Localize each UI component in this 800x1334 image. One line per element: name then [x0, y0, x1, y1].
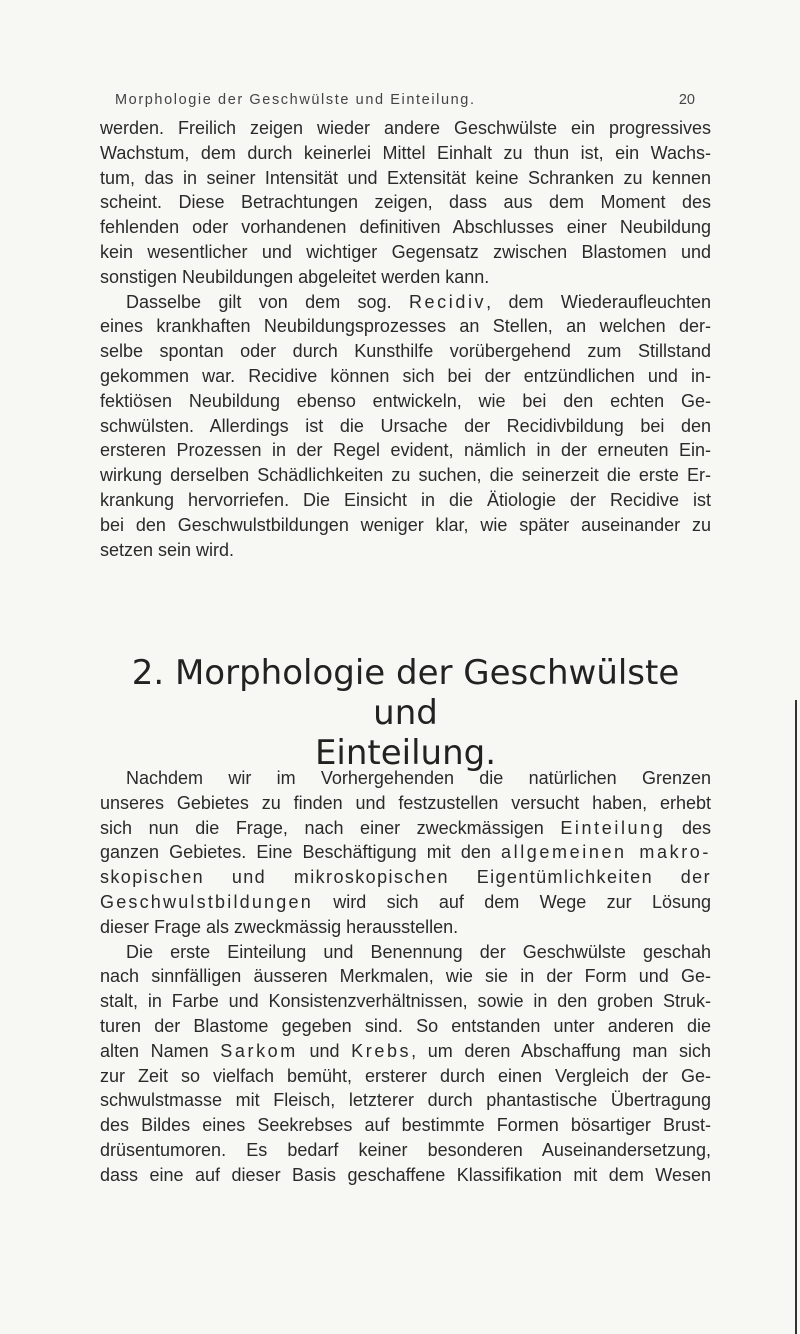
emphasis-einteilung: Einteilung [560, 817, 666, 838]
text-line: gekommen war. Recidive können sich bei der entzündlichen und in- [100, 365, 711, 386]
text-line: ersteren Prozessen in der Regel evident, nämlich in der erneuten Ein- [100, 440, 711, 461]
text-fragment: wird sich auf dem Wege zur Lösung [312, 891, 711, 912]
text-line: bei den Geschwulstbildungen weniger klar, wie später auseinander zu [100, 514, 711, 535]
text-line: setzen sein wird. [100, 539, 235, 560]
scan-edge-line [795, 700, 797, 1334]
text-line: drüsentumoren. Es bedarf keiner besonderen Auseinandersetzung, [100, 1139, 711, 1160]
section-1-text [100, 116, 711, 562]
text-line: unseres Gebietes zu finden und festzustellen versucht haben, erhebt [100, 792, 711, 813]
text-line [100, 290, 711, 315]
emphasis-allgemeinen: allgemeinen makro- [501, 842, 711, 863]
heading-line: 2. Morphologie der Geschwülste und [131, 653, 680, 733]
text-fragment: sich nun die Frage, nach einer zweckmässigen [100, 817, 561, 838]
text-fragment: Dasselbe gilt von dem sog. [126, 291, 409, 312]
text-line: nach sinnfälligen äusseren Merkmalen, wie sie in der Form und Ge- [100, 966, 711, 987]
text-line: fektiösen Neubildung ebenso entwickeln, wie bei den echten Ge- [100, 390, 711, 411]
text-line: dass eine auf dieser Basis geschaffene Klassifikation mit dem Wesen [100, 1164, 711, 1185]
text-line: sonstigen Neubildungen abgeleitet werden kann. [100, 266, 490, 287]
text-line: wirkung derselben Schädlichkeiten zu suchen, die seinerzeit die erste Er- [100, 465, 711, 486]
section-2-text [100, 766, 711, 1188]
text-line: fehlenden oder vorhandenen definitiven Abschlusses einer Neubildung [100, 217, 711, 238]
text-line: zur Zeit so vielfach bemüht, ersterer durch einen Vergleich der Ge- [100, 1065, 711, 1086]
heading-line: Einteilung. [314, 733, 497, 773]
emphasis-sarkom: Sarkom [220, 1040, 298, 1061]
text-line: Die erste Einteilung und Benennung der Geschwülste geschah [126, 941, 711, 962]
text-fragment: alten Namen [100, 1040, 221, 1061]
running-title: Morphologie der Geschwülste und Einteilung. [115, 92, 476, 108]
text-line: turen der Blastome gegeben sind. So entstanden unter anderen die [100, 1015, 711, 1036]
emphasis-krebs: Krebs [351, 1040, 412, 1061]
text-line: schwulstmasse mit Fleisch, letzterer durch phantastische Übertragung [100, 1090, 711, 1111]
text-fragment: des [665, 817, 711, 838]
emphasis-geschwulstbildungen: Geschwulstbildungen [100, 891, 313, 912]
text-line: skopischen und mikroskopischen Eigentümlichkeiten der [100, 867, 711, 888]
text-line: Wachstum, dem durch keinerlei Mittel Einhalt zu thun ist, ein Wachs- [100, 142, 711, 163]
text-line [100, 890, 711, 915]
text-line: eines krankhaften Neubildungsprozesses an Stellen, an welchen der- [100, 316, 711, 337]
page-number: 20 [678, 92, 695, 108]
text-fragment: ganzen Gebietes. Eine Beschäftigung mit den [100, 842, 501, 863]
text-fragment: , um deren Abschaffung man sich [411, 1040, 712, 1061]
text-line: selbe spontan oder durch Kunsthilfe vorübergehend zum Stillstand [100, 341, 711, 362]
text-line: dieser Frage als zweckmässig herausstellen. [100, 916, 459, 937]
text-line: krankung hervorriefen. Die Einsicht in die Ätiologie der Recidive ist [100, 489, 711, 510]
text-line [100, 1039, 711, 1064]
text-line: tum, das in seiner Intensität und Extensität keine Schranken zu kennen [100, 167, 711, 188]
text-line [100, 816, 711, 841]
text-line: werden. Freilich zeigen wieder andere Geschwülste ein progressives [100, 118, 711, 138]
text-line: schwülsten. Allerdings ist die Ursache der Recidivbildung bei den [100, 415, 711, 436]
text-line: kein wesentlicher und wichtiger Gegensatz zwischen Blastomen und [100, 241, 711, 262]
text-line: Nachdem wir im Vorhergehenden die natürlichen Grenzen [126, 768, 711, 788]
text-fragment: und [297, 1040, 352, 1061]
text-line: des Bildes eines Seekrebses auf bestimmte Formen bösartiger Brust- [100, 1115, 711, 1136]
section-heading [100, 653, 711, 773]
text-line [100, 840, 711, 865]
emphasis-recidiv: Recidiv [408, 291, 487, 312]
text-fragment: , dem Wiederaufleuchten [486, 291, 711, 312]
text-line: stalt, in Farbe und Konsistenzverhältnissen, sowie in den groben Struk- [100, 991, 711, 1012]
running-header [115, 92, 695, 108]
text-line: scheint. Diese Betrachtungen zeigen, dass aus dem Moment des [100, 192, 711, 213]
